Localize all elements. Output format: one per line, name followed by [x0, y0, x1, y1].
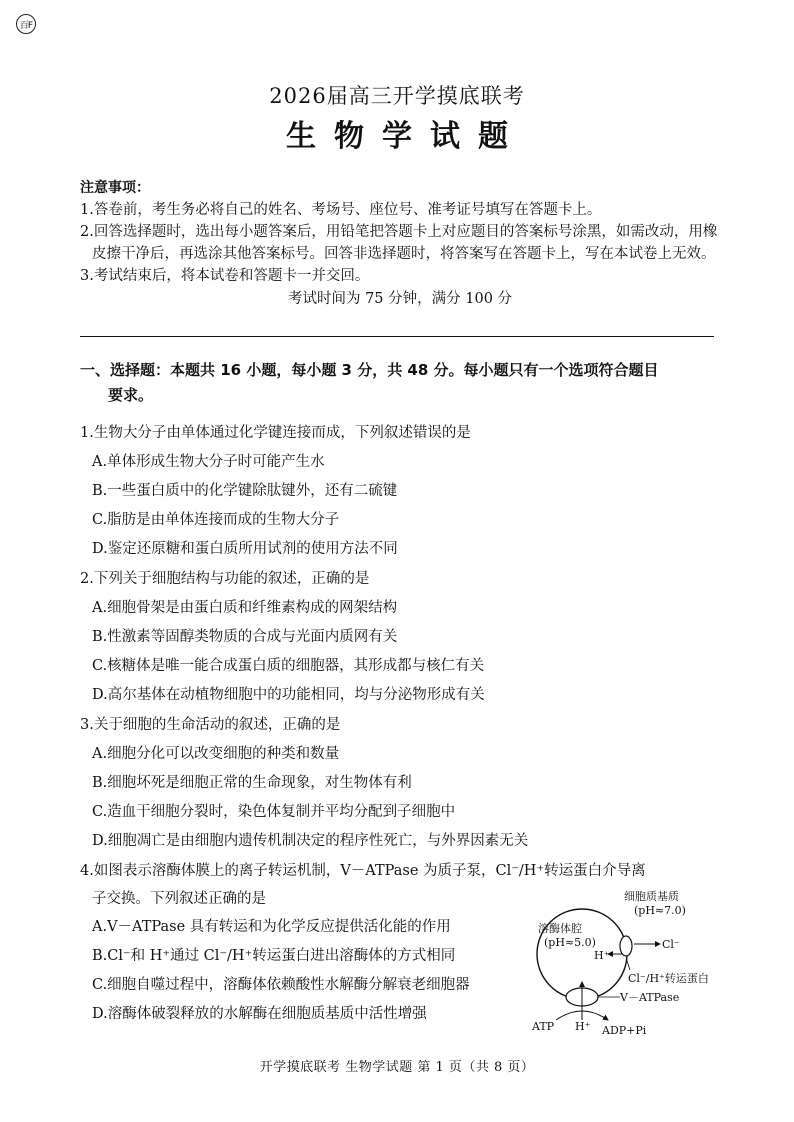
option-d: D.溶酶体破裂释放的水解酶在细胞质基质中活性增强: [92, 1006, 427, 1022]
option-c: C.核糖体是唯一能合成蛋白质的细胞器，其形成都与核仁有关: [92, 658, 485, 674]
section-heading-line2: 要求。: [108, 386, 154, 404]
option-a: A.单体形成生物大分子时可能产生水: [92, 454, 325, 470]
subject-title: 生物学试题: [286, 119, 526, 154]
exchanger-leader: [626, 958, 630, 970]
exam-name: 2026届高三开学摸底联考: [269, 84, 525, 108]
notice-item-2: 2.回答选择题时，选出每小题答案后，用铅笔把答题卡上对应题目的答案标号涂黑，如需改动，用橡皮擦干净后，再选涂其他答案标号。回答非选择题时，将答案写在答题卡上，写在本试卷上无效。: [80, 224, 718, 262]
option-d: D.细胞凋亡是由细胞内遗传机制决定的程序性死亡，与外界因素无关: [92, 833, 529, 849]
exchanger-label: Cl⁻/H⁺转运蛋白: [628, 972, 709, 985]
question-stem: 1.生物大分子由单体通过化学键连接而成，下列叙述错误的是: [80, 425, 471, 441]
question-3: [80, 710, 720, 856]
option-b: B.Cl⁻和 H⁺通过 Cl⁻/H⁺转运蛋白进出溶酶体的方式相同: [92, 948, 456, 964]
option-c: C.细胞自噬过程中，溶酶体依赖酸性水解酶分解衰老细胞器: [92, 977, 470, 993]
question-stem: 3.关于细胞的生命活动的叙述，正确的是: [80, 717, 341, 733]
exchanger-protein: [620, 936, 632, 956]
lumen-ph: (pH≈5.0): [544, 936, 596, 949]
question-stem-line2: 子交换。下列叙述正确的是: [92, 891, 266, 907]
option-a: A.细胞分化可以改变细胞的种类和数量: [92, 746, 340, 762]
notice-item-1: 1.答卷前，考生务必将自己的姓名、考场号、座位号、准考证号填写在答题卡上。: [80, 202, 602, 218]
page-footer: 开学摸底联考 生物学试题 第 1 页（共 8 页）: [259, 1060, 535, 1075]
pump-label: V－ATPase: [620, 991, 680, 1004]
cytosol-ph: (pH≈7.0): [634, 904, 686, 917]
question-2: [80, 564, 720, 710]
exam-time-info: 考试时间为 75 分钟，满分 100 分: [287, 291, 513, 307]
section-heading-line1: 一、选择题：本题共 16 小题，每小题 3 分，共 48 分。每小题只有一个选项符合题目: [80, 361, 659, 379]
option-b: B.性激素等固醇类物质的合成与光面内质网有关: [92, 629, 398, 645]
h-ion-pump: H⁺: [575, 1020, 591, 1033]
option-a: A.V－ATPase 具有转运和为化学反应提供活化能的作用: [92, 919, 451, 935]
option-b: B.一些蛋白质中的化学键除肽键外，还有二硫键: [92, 483, 398, 499]
question-stem: 2.下列关于细胞结构与功能的叙述，正确的是: [80, 571, 370, 587]
option-c: C.脂肪是由单体连接而成的生物大分子: [92, 512, 340, 528]
divider-line: [80, 336, 714, 337]
lysosome-transport-diagram: [522, 884, 727, 1044]
option-d: D.鉴定还原糖和蛋白质所用试剂的使用方法不同: [92, 541, 398, 557]
atp-label: ATP: [532, 1020, 555, 1033]
option-b: B.细胞坏死是细胞正常的生命现象，对生物体有利: [92, 775, 412, 791]
corner-mark: 百F: [16, 14, 36, 34]
question-1: [80, 418, 720, 564]
cytosol-label: 细胞质基质: [624, 890, 679, 903]
option-c: C.造血干细胞分裂时，染色体复制并平均分配到子细胞中: [92, 804, 456, 820]
lumen-label: 溶酶体腔: [538, 922, 582, 935]
option-d: D.高尔基体在动植物细胞中的功能相同，均与分泌物形成有关: [92, 687, 485, 703]
adp-label: ADP+Pi: [602, 1024, 647, 1037]
question-stem-line1: 4.如图表示溶酶体膜上的离子转运机制，V－ATPase 为质子泵，Cl⁻/H⁺转运蛋白介导离: [80, 863, 646, 879]
option-a: A.细胞骨架是由蛋白质和纤维素构成的网架结构: [92, 600, 398, 616]
notice-item-3: 3.考试结束后，将本试卷和答题卡一并交回。: [80, 268, 370, 284]
notice-block: [80, 177, 720, 310]
section-heading: [80, 358, 730, 408]
h-ion-exchanger: H⁺: [594, 949, 610, 962]
cl-ion: Cl⁻: [662, 938, 680, 951]
notice-heading: 注意事项：: [80, 180, 150, 196]
